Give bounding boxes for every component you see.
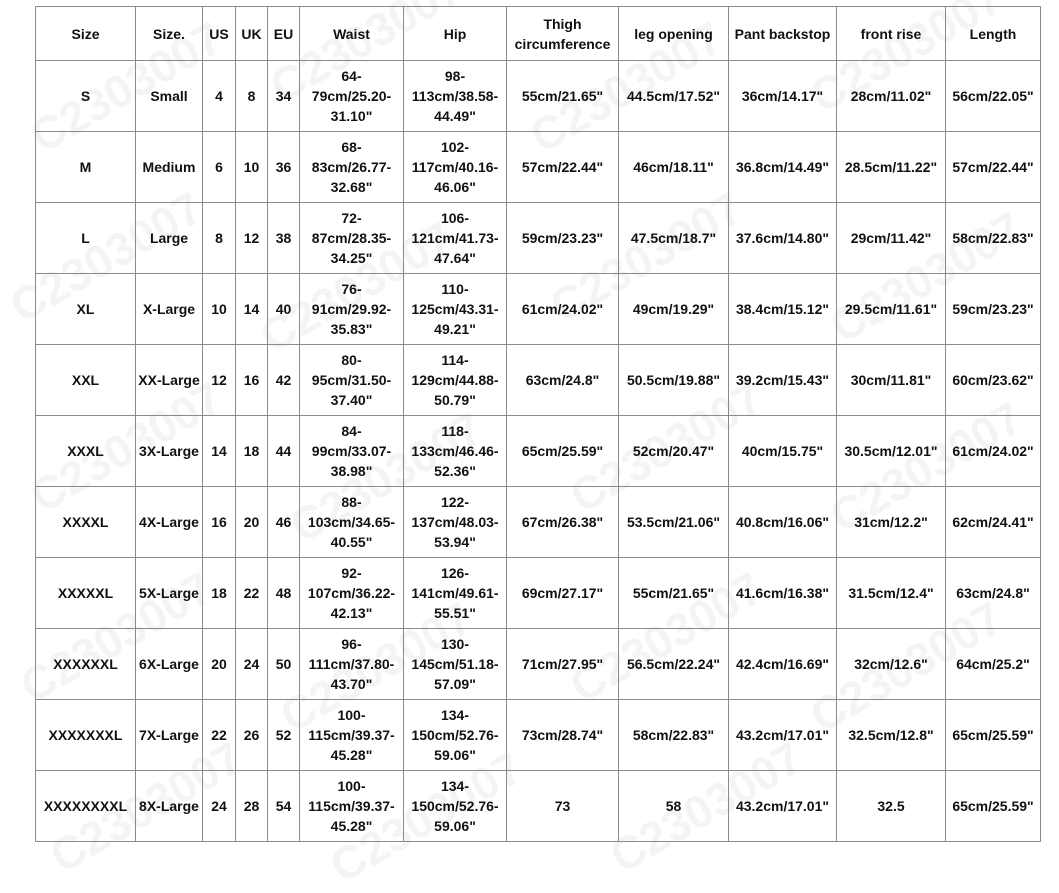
table-row	[36, 771, 1041, 842]
cell-leg-opening: 50.5cm/19.88"	[619, 345, 729, 416]
cell-front-rise: 28cm/11.02"	[837, 61, 946, 132]
header-cell-uk: UK	[236, 7, 268, 61]
cell-us: 20	[203, 629, 236, 700]
cell-leg-opening: 46cm/18.11"	[619, 132, 729, 203]
header-cell-waist: Waist	[300, 7, 404, 61]
cell-pant-backstop: 40.8cm/16.06"	[729, 487, 837, 558]
cell-hip: 134-150cm/52.76-59.06"	[404, 771, 507, 842]
header-cell-thigh: Thigh circumference	[507, 7, 619, 61]
table-row	[36, 274, 1041, 345]
header-cell-size: Size	[36, 7, 136, 61]
cell-uk: 18	[236, 416, 268, 487]
table-row	[36, 345, 1041, 416]
cell-length: 60cm/23.62"	[946, 345, 1041, 416]
cell-eu: 38	[268, 203, 300, 274]
table-row	[36, 487, 1041, 558]
header-cell-hip: Hip	[404, 7, 507, 61]
cell-us: 16	[203, 487, 236, 558]
cell-hip: 98-113cm/38.58-44.49"	[404, 61, 507, 132]
table-row	[36, 203, 1041, 274]
cell-front-rise: 30cm/11.81"	[837, 345, 946, 416]
header-cell-size-name: Size.	[136, 7, 203, 61]
cell-size-name: Medium	[136, 132, 203, 203]
cell-thigh: 61cm/24.02"	[507, 274, 619, 345]
cell-front-rise: 32.5cm/12.8"	[837, 700, 946, 771]
cell-size: XXXXXXXXL	[36, 771, 136, 842]
cell-uk: 20	[236, 487, 268, 558]
cell-length: 64cm/25.2"	[946, 629, 1041, 700]
cell-size-name: 8X-Large	[136, 771, 203, 842]
cell-length: 58cm/22.83"	[946, 203, 1041, 274]
cell-eu: 42	[268, 345, 300, 416]
cell-length: 63cm/24.8"	[946, 558, 1041, 629]
cell-size: XXXXXXXL	[36, 700, 136, 771]
cell-thigh: 67cm/26.38"	[507, 487, 619, 558]
cell-leg-opening: 58	[619, 771, 729, 842]
cell-leg-opening: 44.5cm/17.52"	[619, 61, 729, 132]
cell-us: 12	[203, 345, 236, 416]
header-cell-eu: EU	[268, 7, 300, 61]
cell-pant-backstop: 43.2cm/17.01"	[729, 771, 837, 842]
cell-waist: 68-83cm/26.77-32.68"	[300, 132, 404, 203]
cell-pant-backstop: 38.4cm/15.12"	[729, 274, 837, 345]
cell-uk: 16	[236, 345, 268, 416]
cell-size: XXXXXXL	[36, 629, 136, 700]
cell-thigh: 55cm/21.65"	[507, 61, 619, 132]
header-row	[36, 7, 1041, 61]
cell-length: 65cm/25.59"	[946, 700, 1041, 771]
cell-size-name: XX-Large	[136, 345, 203, 416]
header-cell-front-rise: front rise	[837, 7, 946, 61]
cell-leg-opening: 52cm/20.47"	[619, 416, 729, 487]
cell-thigh: 73cm/28.74"	[507, 700, 619, 771]
cell-pant-backstop: 36.8cm/14.49"	[729, 132, 837, 203]
cell-hip: 122-137cm/48.03-53.94"	[404, 487, 507, 558]
cell-uk: 22	[236, 558, 268, 629]
cell-waist: 100-115cm/39.37-45.28"	[300, 771, 404, 842]
cell-size-name: Large	[136, 203, 203, 274]
cell-size-name: 7X-Large	[136, 700, 203, 771]
cell-waist: 76-91cm/29.92-35.83"	[300, 274, 404, 345]
cell-uk: 28	[236, 771, 268, 842]
cell-eu: 50	[268, 629, 300, 700]
table-row	[36, 700, 1041, 771]
cell-waist: 88-103cm/34.65-40.55"	[300, 487, 404, 558]
cell-thigh: 63cm/24.8"	[507, 345, 619, 416]
header-cell-us: US	[203, 7, 236, 61]
cell-length: 61cm/24.02"	[946, 416, 1041, 487]
cell-hip: 114-129cm/44.88-50.79"	[404, 345, 507, 416]
cell-eu: 52	[268, 700, 300, 771]
cell-leg-opening: 55cm/21.65"	[619, 558, 729, 629]
cell-leg-opening: 58cm/22.83"	[619, 700, 729, 771]
cell-leg-opening: 49cm/19.29"	[619, 274, 729, 345]
cell-eu: 46	[268, 487, 300, 558]
cell-length: 62cm/24.41"	[946, 487, 1041, 558]
table-row	[36, 416, 1041, 487]
cell-eu: 44	[268, 416, 300, 487]
cell-waist: 64-79cm/25.20-31.10"	[300, 61, 404, 132]
cell-uk: 10	[236, 132, 268, 203]
cell-uk: 8	[236, 61, 268, 132]
cell-front-rise: 32cm/12.6"	[837, 629, 946, 700]
cell-uk: 12	[236, 203, 268, 274]
cell-front-rise: 29cm/11.42"	[837, 203, 946, 274]
cell-waist: 80-95cm/31.50-37.40"	[300, 345, 404, 416]
cell-hip: 130-145cm/51.18-57.09"	[404, 629, 507, 700]
cell-waist: 72-87cm/28.35-34.25"	[300, 203, 404, 274]
cell-eu: 36	[268, 132, 300, 203]
cell-pant-backstop: 42.4cm/16.69"	[729, 629, 837, 700]
cell-size-name: 5X-Large	[136, 558, 203, 629]
cell-size: XXXXL	[36, 487, 136, 558]
cell-size-name: 4X-Large	[136, 487, 203, 558]
cell-us: 4	[203, 61, 236, 132]
cell-us: 24	[203, 771, 236, 842]
table-body	[36, 61, 1041, 842]
cell-leg-opening: 56.5cm/22.24"	[619, 629, 729, 700]
table-row	[36, 629, 1041, 700]
cell-size: S	[36, 61, 136, 132]
cell-front-rise: 31.5cm/12.4"	[837, 558, 946, 629]
cell-thigh: 59cm/23.23"	[507, 203, 619, 274]
cell-uk: 26	[236, 700, 268, 771]
cell-pant-backstop: 37.6cm/14.80"	[729, 203, 837, 274]
cell-front-rise: 31cm/12.2"	[837, 487, 946, 558]
cell-size: XXXL	[36, 416, 136, 487]
cell-us: 6	[203, 132, 236, 203]
cell-pant-backstop: 41.6cm/16.38"	[729, 558, 837, 629]
cell-us: 8	[203, 203, 236, 274]
cell-eu: 54	[268, 771, 300, 842]
table-row	[36, 558, 1041, 629]
cell-thigh: 69cm/27.17"	[507, 558, 619, 629]
cell-waist: 84-99cm/33.07-38.98"	[300, 416, 404, 487]
cell-uk: 24	[236, 629, 268, 700]
size-chart-table	[35, 6, 1041, 842]
cell-hip: 106-121cm/41.73-47.64"	[404, 203, 507, 274]
cell-waist: 92-107cm/36.22-42.13"	[300, 558, 404, 629]
header-cell-leg-opening: leg opening	[619, 7, 729, 61]
table-row	[36, 132, 1041, 203]
cell-eu: 34	[268, 61, 300, 132]
cell-pant-backstop: 40cm/15.75"	[729, 416, 837, 487]
cell-front-rise: 32.5	[837, 771, 946, 842]
cell-size: XL	[36, 274, 136, 345]
cell-length: 65cm/25.59"	[946, 771, 1041, 842]
cell-hip: 126-141cm/49.61-55.51"	[404, 558, 507, 629]
cell-pant-backstop: 43.2cm/17.01"	[729, 700, 837, 771]
cell-thigh: 65cm/25.59"	[507, 416, 619, 487]
cell-front-rise: 29.5cm/11.61"	[837, 274, 946, 345]
cell-hip: 118-133cm/46.46-52.36"	[404, 416, 507, 487]
cell-size: XXXXXL	[36, 558, 136, 629]
cell-front-rise: 28.5cm/11.22"	[837, 132, 946, 203]
cell-pant-backstop: 36cm/14.17"	[729, 61, 837, 132]
cell-size-name: X-Large	[136, 274, 203, 345]
cell-thigh: 71cm/27.95"	[507, 629, 619, 700]
cell-hip: 110-125cm/43.31-49.21"	[404, 274, 507, 345]
cell-waist: 100-115cm/39.37-45.28"	[300, 700, 404, 771]
cell-leg-opening: 47.5cm/18.7"	[619, 203, 729, 274]
cell-hip: 134-150cm/52.76-59.06"	[404, 700, 507, 771]
header-cell-pant-backstop: Pant backstop	[729, 7, 837, 61]
cell-length: 59cm/23.23"	[946, 274, 1041, 345]
cell-size: M	[36, 132, 136, 203]
cell-size-name: Small	[136, 61, 203, 132]
cell-pant-backstop: 39.2cm/15.43"	[729, 345, 837, 416]
cell-hip: 102-117cm/40.16-46.06"	[404, 132, 507, 203]
cell-length: 57cm/22.44"	[946, 132, 1041, 203]
cell-eu: 40	[268, 274, 300, 345]
cell-length: 56cm/22.05"	[946, 61, 1041, 132]
cell-size: L	[36, 203, 136, 274]
cell-us: 10	[203, 274, 236, 345]
cell-waist: 96-111cm/37.80-43.70"	[300, 629, 404, 700]
table-row	[36, 61, 1041, 132]
cell-us: 14	[203, 416, 236, 487]
cell-uk: 14	[236, 274, 268, 345]
cell-thigh: 57cm/22.44"	[507, 132, 619, 203]
cell-front-rise: 30.5cm/12.01"	[837, 416, 946, 487]
cell-size: XXL	[36, 345, 136, 416]
cell-leg-opening: 53.5cm/21.06"	[619, 487, 729, 558]
cell-size-name: 3X-Large	[136, 416, 203, 487]
cell-eu: 48	[268, 558, 300, 629]
cell-thigh: 73	[507, 771, 619, 842]
cell-us: 18	[203, 558, 236, 629]
header-cell-length: Length	[946, 7, 1041, 61]
cell-us: 22	[203, 700, 236, 771]
cell-size-name: 6X-Large	[136, 629, 203, 700]
